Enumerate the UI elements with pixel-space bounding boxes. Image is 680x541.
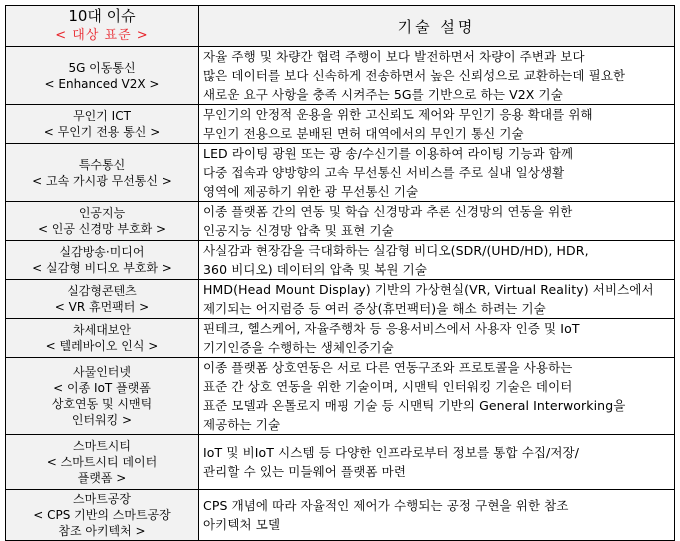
description-line: 아키텍처 모델 <box>203 517 281 532</box>
description-line: 기기인증을 수행하는 생체인증기술 <box>203 340 394 355</box>
description-line: 제기되는 어지럼증 등 여러 증상(휴먼팩터)을 해소 하려는 기술 <box>203 301 546 316</box>
header-description-title: 기술 설명 <box>199 6 675 47</box>
issue-name: 실감방송·미디어 <box>59 245 145 259</box>
issue-name: 인공지능 <box>78 206 126 220</box>
issue-cell <box>6 319 199 358</box>
issue-standard: 플랫폼 > <box>77 471 127 485</box>
header-issue-subtitle: < 대상 표준 > <box>55 28 149 43</box>
description-line: 표준 간 상호 연동을 위한 기술이며, 시맨틱 인터워킹 기술은 데이터 <box>203 379 573 394</box>
table-row <box>6 47 675 105</box>
issue-standard: 상호연동 및 시맨틱 <box>51 397 153 411</box>
issue-cell <box>6 490 199 541</box>
description-line: 핀테크, 헬스케어, 자율주행차 등 응용서비스에서 사용자 인증 및 IoT <box>203 321 580 336</box>
issue-standard: < 고속 가시광 무선통신 > <box>32 173 172 188</box>
description-line: 사실감과 현장감을 극대화하는 실감형 비디오(SDR/(UHD/HD), HDR, <box>203 243 589 258</box>
table-row <box>6 144 675 202</box>
table-row <box>6 241 675 280</box>
description-line: 표준 모델과 온톨로지 매핑 기술 등 시맨틱 기반의 General Interworking을 <box>203 398 626 413</box>
issue-standard: < 텔레바이오 인식 > <box>45 339 159 353</box>
description-cell <box>199 358 675 435</box>
issue-name: 스마트공장 <box>73 492 131 506</box>
description-line: 무인기 전용으로 분배된 면허 대역에서의 무인기 통신 기술 <box>203 126 524 141</box>
issue-cell <box>6 280 199 319</box>
description-cell <box>199 435 675 490</box>
description-line: HMD(Head Mount Display) 기반의 가상현실(VR, Virtual Reality) 서비스에서 <box>203 282 654 297</box>
description-line: 많은 데이터를 보다 신속하게 전송하면서 높은 신뢰성으로 교환하는데 필요한 <box>203 68 626 83</box>
issue-standard: < 무인기 전용 통신 > <box>43 125 161 139</box>
description-cell <box>199 280 675 319</box>
table-row <box>6 435 675 490</box>
issue-standard: 인터워킹 > <box>71 413 133 427</box>
table-row <box>6 202 675 241</box>
description-line: 자율 주행 및 차량간 협력 주행이 보다 발전하면서 차량이 주변과 보다 <box>203 49 585 64</box>
issue-standard: < VR 휴먼팩터 > <box>54 300 150 314</box>
description-line: 360 비디오) 데이터의 압축 및 복원 기술 <box>203 262 428 277</box>
description-cell <box>199 490 675 541</box>
description-cell <box>199 319 675 358</box>
issue-cell <box>6 435 199 490</box>
description-line: 다중 접속과 양방향의 고속 무선통신 서비스를 주로 실내 일상생활 <box>203 165 565 180</box>
issue-cell <box>6 105 199 144</box>
header-issue-cell <box>6 6 199 47</box>
description-line: 새로운 요구 사항을 충족 시켜주는 5G를 기반으로 하는 V2X 기술 <box>203 87 563 102</box>
issue-name: 차세대보안 <box>73 323 131 337</box>
table-row <box>6 319 675 358</box>
description-line: 관리할 수 있는 미들웨어 플랫폼 마련 <box>203 464 406 479</box>
issue-cell <box>6 144 199 202</box>
description-line: 인공지능 신경망 압축 및 표현 기술 <box>203 223 394 238</box>
issue-cell <box>6 241 199 280</box>
issue-standard: < 스마트시티 데이터 <box>46 455 158 469</box>
issue-name: 실감형콘텐츠 <box>67 284 137 298</box>
description-line: 제공하는 기술 <box>203 417 281 432</box>
description-cell <box>199 47 675 105</box>
description-line: 무인기의 안정적 운용을 위한 고신뢰도 제어와 무인기 응용 확대를 위해 <box>203 107 593 122</box>
issue-standard: < 인공 신경망 부호화 > <box>37 222 167 236</box>
description-cell <box>199 144 675 202</box>
issue-name: 무인기 ICT <box>73 109 131 123</box>
description-line: CPS 개념에 따라 자율적인 제어가 수행되는 공정 구현을 위한 참조 <box>203 498 569 513</box>
description-cell <box>199 105 675 144</box>
issue-standard: 참조 아키텍처 > <box>58 524 146 538</box>
issue-standard: < Enhanced V2X > <box>44 76 160 91</box>
header-issue-title: 10대 이슈 <box>68 7 136 25</box>
issue-standard: < 이종 IoT 플랫폼 <box>53 381 151 395</box>
header-row <box>6 6 675 47</box>
issue-standard: < 실감형 비디오 부호화 > <box>32 261 172 275</box>
issue-name: 스마트시티 <box>73 439 131 453</box>
description-line: 이종 플랫폼 상호연동은 서로 다른 연동구조와 프로토콜을 사용하는 <box>203 360 573 375</box>
issue-name: 5G 이동통신 <box>68 60 136 75</box>
issue-cell <box>6 358 199 435</box>
issue-standard: < CPS 기반의 스마트공장 <box>33 508 171 522</box>
description-line: 이종 플랫폼 간의 연동 및 학습 신경망과 추론 신경망의 연동을 위한 <box>203 204 573 219</box>
description-cell <box>199 202 675 241</box>
table-row <box>6 490 675 541</box>
issue-cell <box>6 47 199 105</box>
table-row <box>6 105 675 144</box>
description-line: LED 라이팅 광원 또는 광 송/수신기를 이용하여 라이팅 기능과 함께 <box>203 146 574 161</box>
description-line: 영역에 제공하기 위한 광 무선통신 기술 <box>203 184 419 199</box>
description-cell <box>199 241 675 280</box>
table-row <box>6 358 675 435</box>
issues-table <box>5 5 675 541</box>
issue-cell <box>6 202 199 241</box>
issue-name: 사물인터넷 <box>73 365 131 379</box>
issue-name: 특수통신 <box>78 157 126 172</box>
description-line: IoT 및 비IoT 시스템 등 다양한 인프라로부터 정보를 통합 수집/저장/ <box>203 445 580 460</box>
table-row <box>6 280 675 319</box>
